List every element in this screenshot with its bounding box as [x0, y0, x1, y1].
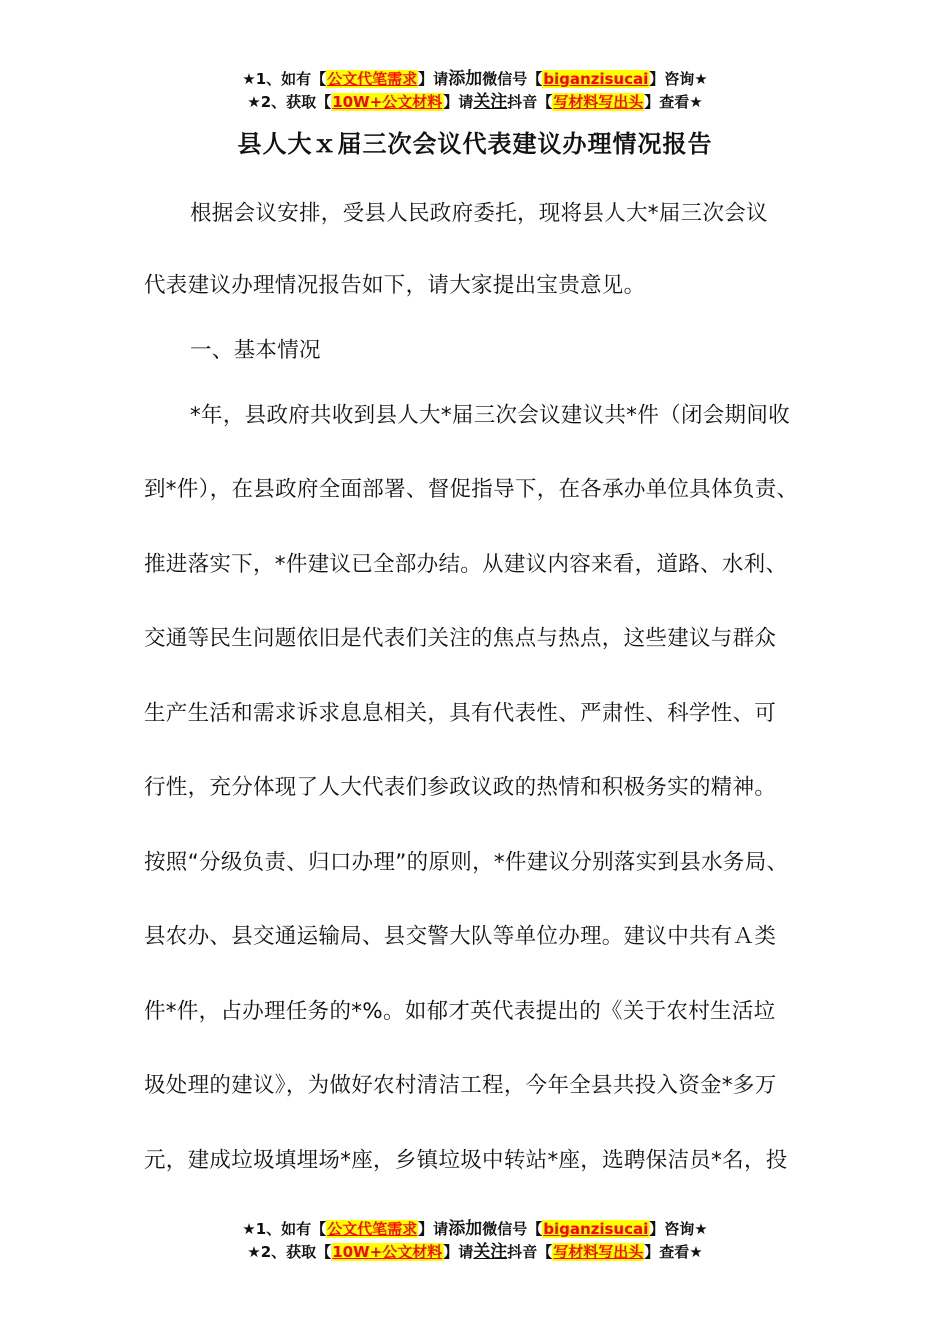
promo-douyin-id: 写材料写出头 [553, 93, 644, 111]
promo-douyin-id: 写材料写出头 [553, 1243, 644, 1261]
body-line: 按照“分级负责、归口办理”的原则，*件建议分别落实到县水务局、 [144, 850, 789, 875]
promo-banner-bottom [0, 1218, 950, 1264]
body-line: *年，县政府共收到县人大*届三次会议建议共*件（闭会期间收 [190, 403, 790, 428]
body-line: 根据会议安排，受县人民政府委托，现将县人大*届三次会议 [190, 201, 768, 226]
body-line: 件*件，占办理任务的*%。如郁才英代表提出的《关于农村生活垃 [144, 999, 776, 1024]
promo-text: 】请 [418, 70, 449, 88]
promo-emphasis: 关注 [473, 92, 508, 112]
body-line: 圾处理的建议》，为做好农村清洁工程，今年全县共投入资金*多万 [144, 1073, 777, 1098]
promo-wechat-id: biganzisucai [543, 70, 649, 88]
promo-highlight: 10W+公文材料 [332, 1243, 443, 1261]
promo-text: 微信号【 [482, 1220, 543, 1238]
body-line: 交通等民生问题依旧是代表们关注的焦点与热点，这些建议与群众 [144, 626, 777, 651]
promo-text: 抖音【 [507, 93, 553, 111]
promo-banner-top [0, 68, 950, 114]
body-line: 元，建成垃圾填埋场*座，乡镇垃圾中转站*座，选聘保洁员*名，投 [144, 1148, 788, 1173]
document-title: 县人大ｘ届三次会议代表建议办理情况报告 [237, 130, 713, 158]
promo-emphasis: 添加 [448, 69, 483, 89]
promo-text: 】请 [443, 1243, 474, 1261]
promo-emphasis: 关注 [473, 1242, 508, 1262]
body-line: 行性，充分体现了人大代表们参政议政的热情和积极务实的精神。 [144, 775, 777, 800]
promo-wechat-id: biganzisucai [543, 1220, 649, 1238]
promo-text: 】请 [443, 93, 474, 111]
body-line: 到*件），在县政府全面部署、督促指导下，在各承办单位具体负责、 [144, 477, 799, 502]
body-line: 代表建议办理情况报告如下，请大家提出宝贵意见。 [144, 273, 646, 298]
section-heading: 一、基本情况 [190, 338, 321, 363]
promo-line-2 [0, 1241, 950, 1264]
promo-text: 】查看★ [644, 1243, 703, 1261]
promo-text: 】查看★ [644, 93, 703, 111]
promo-text: 】请 [418, 1220, 449, 1238]
body-line: 推进落实下，*件建议已全部办结。从建议内容来看，道路、水利、 [144, 552, 788, 577]
promo-text: 】咨询★ [649, 70, 708, 88]
promo-line-1 [0, 68, 950, 91]
promo-line-1 [0, 1218, 950, 1241]
body-line: 县农办、县交通运输局、县交警大队等单位办理。建议中共有Ａ类 [144, 924, 777, 949]
promo-text: ★1、如有【 [242, 70, 327, 88]
promo-text: 】咨询★ [649, 1220, 708, 1238]
promo-highlight: 公文代笔需求 [327, 1220, 418, 1238]
promo-text: 微信号【 [482, 70, 543, 88]
body-line: 生产生活和需求诉求息息相关，具有代表性、严肃性、科学性、可 [144, 701, 777, 726]
promo-text: ★2、获取【 [247, 1243, 332, 1261]
promo-text: 抖音【 [507, 1243, 553, 1261]
promo-line-2 [0, 91, 950, 114]
promo-text: ★1、如有【 [242, 1220, 327, 1238]
promo-text: ★2、获取【 [247, 93, 332, 111]
promo-highlight: 公文代笔需求 [327, 70, 418, 88]
promo-emphasis: 添加 [448, 1219, 483, 1239]
promo-highlight: 10W+公文材料 [332, 93, 443, 111]
